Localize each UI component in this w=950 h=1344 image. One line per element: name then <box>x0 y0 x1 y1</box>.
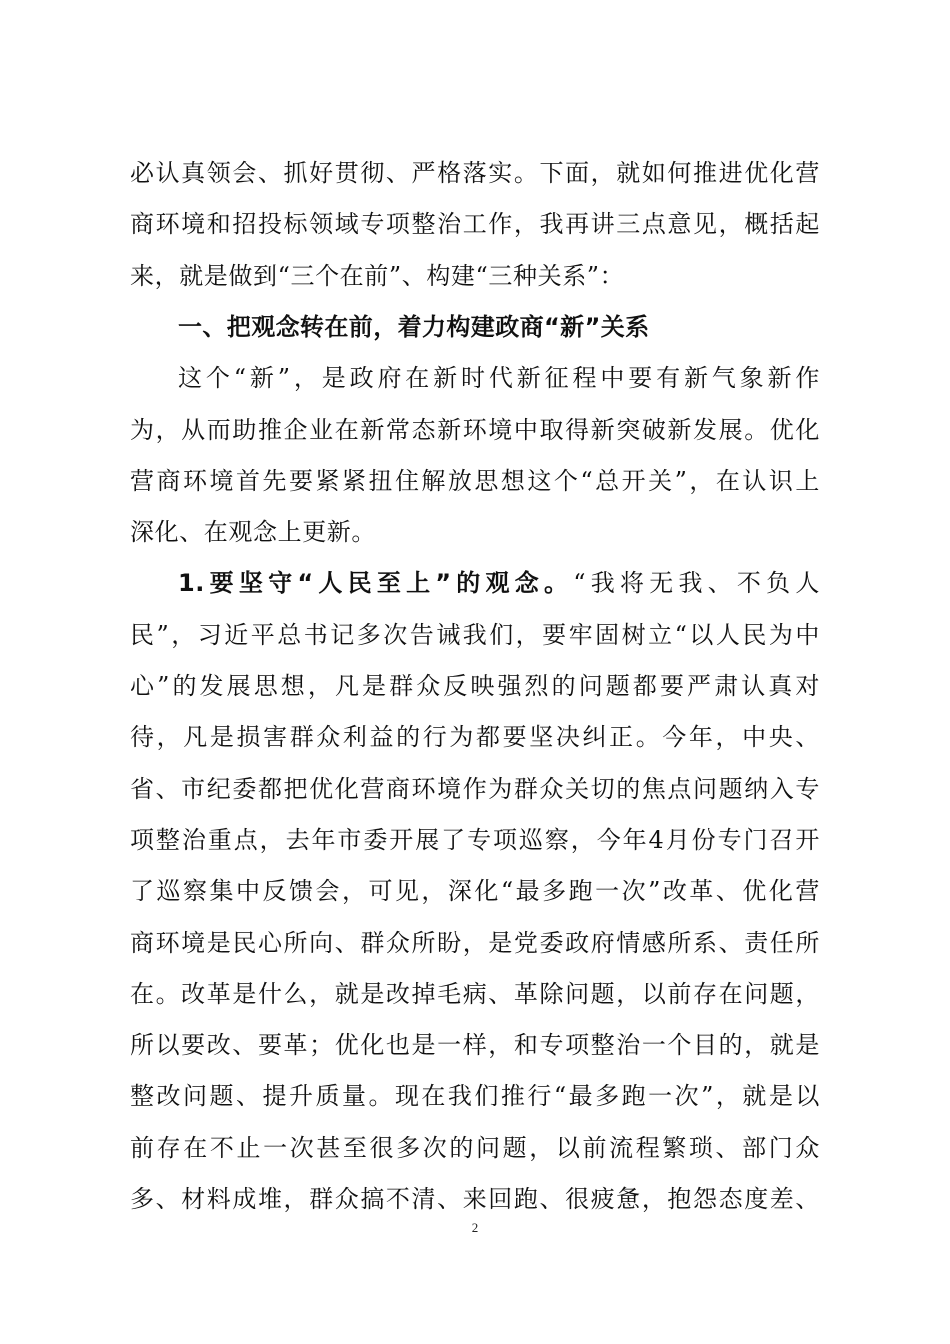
subheading-continuation: “我将无我、不负人 <box>573 569 820 598</box>
body-line: 整改问题、提升质量。现在我们推行“最多跑一次”，就是以 <box>130 1082 820 1111</box>
body-line: 来，就是做到“三个在前”、构建“三种关系”： <box>130 261 625 290</box>
body-line: 省、市纪委都把优化营商环境作为群众关切的焦点问题纳入专 <box>130 774 820 803</box>
body-line: 了巡察集中反馈会，可见，深化“最多跑一次”改革、优化营 <box>130 877 820 906</box>
body-line: 所以要改、要革；优化也是一样，和专项整治一个目的，就是 <box>130 1031 820 1060</box>
subheading-bold: 1.要坚守“人民至上”的观念。 <box>178 569 574 598</box>
body-line: 项整治重点，去年市委开展了专项巡察，今年4月份专门召开 <box>130 825 820 854</box>
body-line <box>178 563 820 603</box>
body-line: 这个“新”，是政府在新时代新征程中要有新气象新作 <box>178 364 820 393</box>
section-heading: 一、把观念转在前，着力构建政商“新”关系 <box>178 312 650 341</box>
body-line: 民”，习近平总书记多次告诫我们，要牢固树立“以人民为中 <box>130 620 820 649</box>
body-line: 营商环境首先要紧紧扭住解放思想这个“总开关”，在认识上 <box>130 466 820 495</box>
body-line: 商环境和招投标领域专项整治工作，我再讲三点意见，概括起 <box>130 210 820 239</box>
body-line: 心”的发展思想，凡是群众反映强烈的问题都要严肃认真对 <box>130 672 820 700</box>
page-number: 2 <box>471 1220 479 1235</box>
body-line: 深化、在观念上更新。 <box>130 518 376 547</box>
body-line: 前存在不止一次甚至很多次的问题，以前流程繁琐、部门众 <box>130 1133 820 1162</box>
body-line: 为，从而助推企业在新常态新环境中取得新突破新发展。优化 <box>130 415 820 444</box>
body-line: 待，凡是损害群众利益的行为都要坚决纠正。今年，中央、 <box>130 723 820 752</box>
body-line: 多、材料成堆，群众搞不清、来回跑、很疲惫，抱怨态度差、 <box>130 1185 820 1213</box>
body-line: 必认真领会、抓好贯彻、严格落实。下面，就如何推进优化营 <box>130 159 820 187</box>
body-line: 商环境是民心所向、群众所盼，是党委政府情感所系、责任所 <box>130 928 820 957</box>
body-line: 在。改革是什么，就是改掉毛病、革除问题，以前存在问题， <box>130 979 820 1008</box>
